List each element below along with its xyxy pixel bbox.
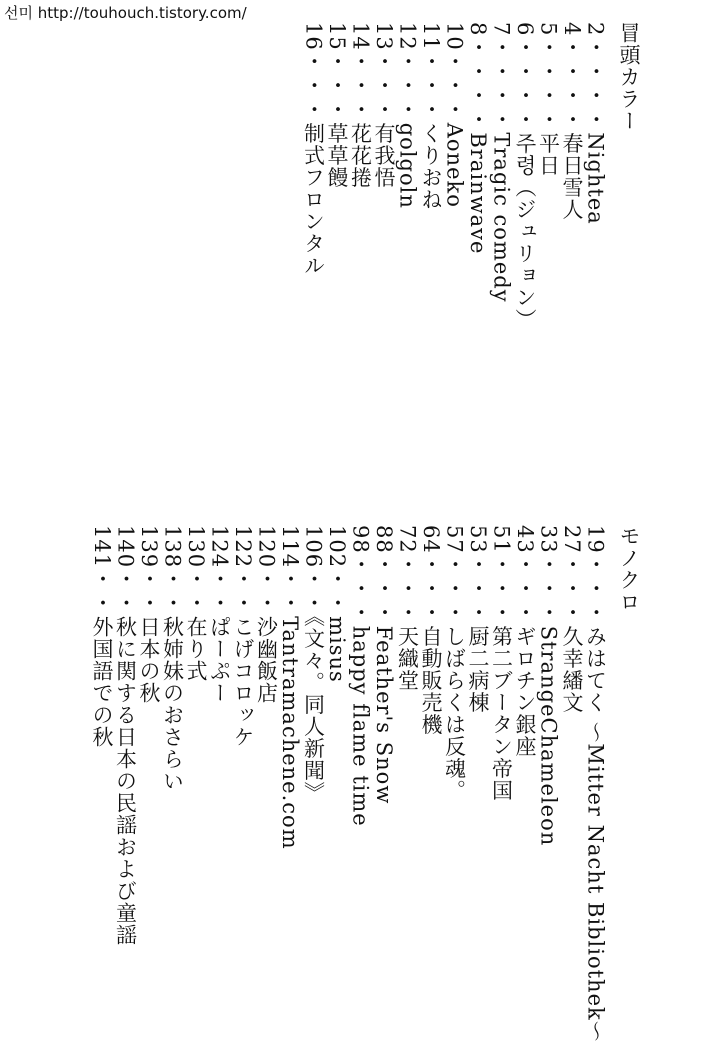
mono-section	[90, 525, 641, 1043]
entry-title: 沙幽飯店	[254, 616, 279, 705]
entry-title: みはてく ～Mitter Nacht Bibliothek～	[583, 625, 608, 1043]
toc-entry	[583, 525, 608, 1043]
page-number: 15	[325, 22, 349, 51]
page-number: 13	[372, 22, 396, 51]
entry-title: 주령（ジュリョン）	[513, 132, 537, 331]
entry-title: 《文々。同人新聞》	[301, 616, 326, 804]
toc-entry	[301, 22, 325, 362]
entry-title: 日本の秋	[137, 616, 161, 705]
page-number: 120	[254, 525, 279, 569]
leader-dots: ・・・・	[536, 36, 561, 133]
watermark-text: 선미 http://touhouch.tistory.com/	[4, 4, 247, 22]
toc-list	[90, 525, 608, 1043]
leader-dots: ・・・	[325, 50, 349, 123]
page-number: 8	[466, 22, 490, 37]
entry-title: ぱーぷー	[207, 616, 232, 705]
page-number: 19	[583, 525, 608, 554]
entry-title: 天織堂	[395, 625, 420, 692]
page-number: 11	[419, 22, 443, 51]
page-number: 98	[348, 525, 373, 554]
leader-dots: ・・	[254, 568, 279, 617]
entry-title: Tragic comedy	[489, 132, 514, 303]
leader-dots: ・・・	[372, 553, 396, 626]
toc-list	[301, 22, 607, 362]
toc-entry	[560, 525, 584, 1035]
leader-dots: ・・・・	[466, 36, 490, 133]
leader-dots: ・・・・	[583, 36, 608, 133]
page-number: 102	[325, 525, 349, 569]
leader-dots: ・・・	[372, 50, 396, 123]
toc-entry	[372, 525, 396, 1035]
leader-dots: ・・・	[419, 553, 443, 626]
toc-entry	[278, 525, 302, 1035]
toc-entry	[325, 22, 349, 362]
page-number: 140	[113, 525, 138, 569]
entry-title: Aoneko	[442, 122, 467, 208]
entry-title: 春日雪人	[560, 132, 584, 221]
entry-title: 在り式	[184, 616, 208, 683]
toc-entry	[372, 22, 396, 362]
page-number: 14	[348, 22, 373, 51]
page-number: 33	[536, 525, 561, 554]
toc-entry	[207, 525, 231, 1035]
page-number: 88	[372, 525, 396, 554]
toc-entry	[489, 22, 513, 362]
page-number: 130	[184, 525, 208, 569]
section-heading: モノクロ	[617, 525, 641, 613]
page-number: 139	[137, 525, 161, 569]
leader-dots: ・・・	[560, 553, 584, 626]
leader-dots: ・・・	[395, 50, 420, 123]
leader-dots: ・・・	[348, 553, 373, 626]
toc-entry	[419, 22, 443, 362]
leader-dots: ・・・	[536, 553, 561, 626]
toc-entry	[301, 525, 325, 1035]
toc-entry	[466, 525, 490, 1035]
leader-dots: ・・	[301, 568, 326, 617]
leader-dots: ・・・・	[513, 36, 537, 133]
entry-title: 第二ブータン帝国	[489, 625, 514, 802]
leader-dots: ・・・	[301, 50, 326, 123]
leader-dots: ・・・	[513, 553, 537, 626]
toc-entry	[184, 525, 208, 1035]
entry-title: くりおね	[419, 122, 443, 211]
toc-entry	[231, 525, 255, 1035]
toc-entry	[395, 22, 419, 362]
entry-title: 外国語での秋	[90, 616, 114, 749]
leader-dots: ・・	[90, 568, 114, 617]
entry-title: しばらくは反魂。	[442, 625, 467, 802]
entry-title: 草草饅	[325, 122, 349, 189]
toc-entry	[536, 22, 560, 362]
entry-title: ギロチン銀座	[513, 625, 537, 758]
section-heading: 冒頭カラー	[617, 22, 641, 132]
toc-entry	[442, 525, 466, 1035]
color-section	[301, 22, 640, 362]
page-number: 122	[231, 525, 255, 569]
toc-entry	[395, 525, 419, 1035]
toc-entry	[113, 525, 137, 1035]
entry-title: 有我悟	[372, 122, 396, 189]
toc-entry	[583, 22, 607, 362]
leader-dots: ・・・	[419, 50, 443, 123]
entry-title: 秋に関する日本の民謡および童謡	[113, 616, 138, 947]
leader-dots: ・・・	[395, 553, 420, 626]
leader-dots: ・・	[160, 568, 185, 617]
toc-entry	[90, 525, 114, 1035]
leader-dots: ・・・	[442, 553, 467, 626]
page-number: 7	[489, 22, 514, 37]
page-number: 27	[560, 525, 584, 554]
page-number: 141	[90, 525, 114, 569]
leader-dots: ・・・・	[560, 36, 584, 133]
leader-dots: ・・	[231, 568, 255, 617]
entry-title: golgoln	[395, 122, 420, 209]
leader-dots: ・・	[137, 568, 161, 617]
page-number: 2	[583, 22, 608, 37]
entry-title: 久幸繙文	[560, 625, 584, 714]
entry-title: Nightea	[583, 132, 608, 225]
page-number: 138	[160, 525, 185, 569]
page-number: 5	[536, 22, 561, 37]
leader-dots: ・・・・	[489, 36, 514, 133]
entry-title: Brainwave	[466, 132, 490, 255]
leader-dots: ・・・	[466, 553, 490, 626]
entry-title: Feather's Snow	[372, 625, 396, 805]
leader-dots: ・・	[113, 568, 138, 617]
toc-entry	[348, 525, 372, 1035]
toc-entry	[254, 525, 278, 1035]
toc-entry	[325, 525, 349, 1035]
entry-title: misus	[325, 616, 349, 683]
leader-dots: ・・・	[348, 50, 373, 123]
page-number: 114	[278, 525, 302, 569]
toc-entry	[513, 22, 537, 362]
page-number: 6	[513, 22, 537, 37]
page-number: 64	[419, 525, 443, 554]
entry-title: 秋姉妹のおさらい	[160, 616, 185, 793]
page-number: 72	[395, 525, 420, 554]
page-number: 53	[466, 525, 490, 554]
toc-entry	[348, 22, 372, 362]
page-number: 12	[395, 22, 420, 51]
entry-title: Tantramachene.com	[278, 616, 302, 850]
toc-entry	[160, 525, 184, 1035]
leader-dots: ・・	[184, 568, 208, 617]
leader-dots: ・・	[207, 568, 232, 617]
toc-entry	[419, 525, 443, 1035]
entry-title: 平日	[536, 132, 561, 177]
toc-entry	[560, 22, 584, 362]
entry-title: こげコロッケ	[231, 616, 255, 749]
page-number: 16	[301, 22, 326, 51]
page-number: 124	[207, 525, 232, 569]
leader-dots: ・・・	[442, 50, 467, 123]
page-number: 51	[489, 525, 514, 554]
page-number: 4	[560, 22, 584, 37]
toc-entry	[442, 22, 466, 362]
entry-title: 制式フロンタル	[301, 122, 326, 277]
entry-title: happy flame time	[348, 625, 373, 827]
entry-title: 自動販売機	[419, 625, 443, 736]
entry-title: 厨二病棟	[466, 625, 490, 714]
toc-entry	[513, 525, 537, 1035]
page-number: 106	[301, 525, 326, 569]
toc-entry	[489, 525, 513, 1035]
page-number: 57	[442, 525, 467, 554]
leader-dots: ・・	[325, 568, 349, 617]
entry-title: StrangeChameleon	[536, 625, 561, 847]
leader-dots: ・・・	[489, 553, 514, 626]
toc-entry	[466, 22, 490, 362]
toc-entry	[536, 525, 560, 1035]
page-number: 10	[442, 22, 467, 51]
leader-dots: ・・	[278, 568, 302, 617]
entry-title: 花花捲	[348, 122, 373, 189]
leader-dots: ・・・	[583, 553, 608, 626]
toc-entry	[137, 525, 161, 1035]
page-number: 43	[513, 525, 537, 554]
